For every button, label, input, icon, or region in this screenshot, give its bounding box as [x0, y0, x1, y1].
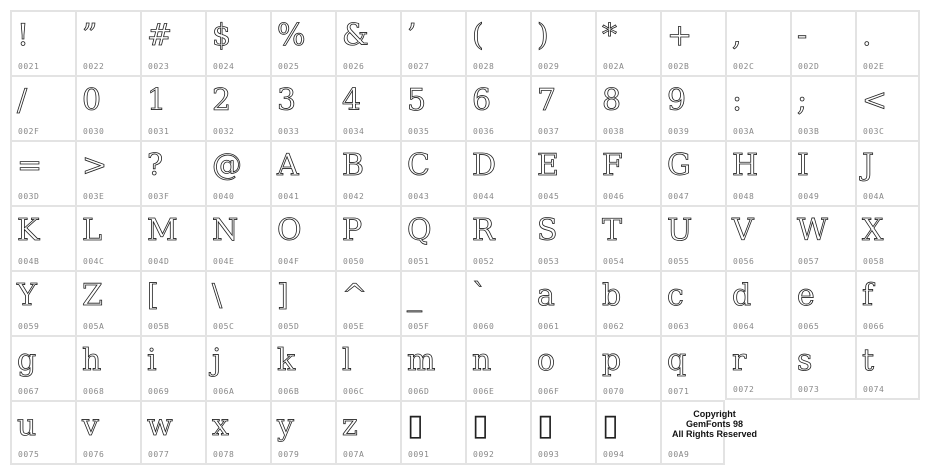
glyph-row	[10, 400, 920, 465]
glyph-code-label: 0028	[473, 62, 495, 71]
glyph-sample: S	[537, 213, 558, 248]
glyph-sample: T	[602, 213, 623, 248]
glyph-cell-002E	[855, 10, 920, 75]
glyph-sample: @	[212, 148, 242, 183]
glyph-sample: m	[407, 343, 436, 378]
glyph-sample: 1	[147, 83, 167, 118]
glyph-sample: Z	[82, 278, 103, 313]
glyph-code-label: 0068	[83, 387, 105, 396]
glyph-cell-0027	[400, 10, 465, 75]
glyph-sample: r	[732, 343, 747, 378]
glyph-sample: )	[537, 18, 549, 53]
glyph-cell-0075	[10, 400, 75, 465]
glyph-code-label: 004A	[863, 192, 885, 201]
glyph-cell-0028	[465, 10, 530, 75]
glyph-sample: *	[602, 18, 617, 53]
glyph-code-label: 003C	[863, 127, 885, 136]
glyph-cell-0041	[270, 140, 335, 205]
glyph-code-label: 0039	[668, 127, 690, 136]
glyph-code-label: 003E	[83, 192, 105, 201]
glyph-sample: H	[732, 148, 759, 183]
glyph-cell-0022	[75, 10, 140, 75]
glyph-sample: q	[667, 343, 687, 378]
glyph-row	[10, 75, 920, 140]
glyph-code-label: 004B	[18, 257, 40, 266]
glyph-cell-0058	[855, 205, 920, 270]
glyph-code-label: 0045	[538, 192, 560, 201]
glyph-sample: x	[212, 408, 229, 443]
glyph-sample: B	[342, 148, 365, 183]
glyph-cell-0046	[595, 140, 660, 205]
glyph-cell-0021	[10, 10, 75, 75]
glyph-cell-0051	[400, 205, 465, 270]
glyph-sample: .	[862, 18, 872, 53]
glyph-sample: ]	[277, 278, 289, 313]
glyph-sample: _	[407, 278, 422, 313]
glyph-sample: t	[862, 343, 875, 378]
glyph-sample: i	[147, 343, 157, 378]
glyph-code-label: 0030	[83, 127, 105, 136]
glyph-cell-0077	[140, 400, 205, 465]
glyph-sample: l	[342, 343, 352, 378]
glyph-sample: F	[602, 148, 623, 183]
glyph-cell-002D	[790, 10, 855, 75]
glyph-code-label: 005E	[343, 322, 365, 331]
glyph-cell-0070	[595, 335, 660, 400]
glyph-cell-0056	[725, 205, 790, 270]
glyph-code-label: 0058	[863, 257, 885, 266]
glyph-code-label: 0036	[473, 127, 495, 136]
glyph-cell-0061	[530, 270, 595, 335]
glyph-sample: A	[277, 148, 299, 183]
glyph-cell-0038	[595, 75, 660, 140]
glyph-cell-005F	[400, 270, 465, 335]
glyph-sample: ▯	[407, 408, 424, 443]
glyph-cell-0079	[270, 400, 335, 465]
glyph-sample: w	[147, 408, 173, 443]
glyph-sample: !	[17, 18, 30, 53]
glyph-cell-003D	[10, 140, 75, 205]
glyph-sample: g	[17, 343, 37, 378]
glyph-code-label: 003F	[148, 192, 170, 201]
glyph-cell-0055	[660, 205, 725, 270]
glyph-code-label: 0022	[83, 62, 105, 71]
glyph-cell-0031	[140, 75, 205, 140]
glyph-cell-0052	[465, 205, 530, 270]
glyph-sample: `	[472, 278, 487, 313]
glyph-sample: h	[82, 343, 102, 378]
glyph-sample: :	[732, 83, 743, 118]
glyph-code-label: 0075	[18, 450, 40, 459]
glyph-sample: (	[472, 18, 484, 53]
glyph-code-label: 0041	[278, 192, 300, 201]
glyph-sample: a	[537, 278, 555, 313]
glyph-cell-0037	[530, 75, 595, 140]
glyph-code-label: 003D	[18, 192, 40, 201]
glyph-sample: D	[472, 148, 497, 183]
glyph-cell-006E	[465, 335, 530, 400]
glyph-sample: ,	[732, 18, 742, 53]
glyph-cell-0042	[335, 140, 400, 205]
glyph-cell-0049	[790, 140, 855, 205]
glyph-cell-0073	[790, 335, 855, 400]
glyph-code-label: 0024	[213, 62, 235, 71]
glyph-code-label: 0051	[408, 257, 430, 266]
glyph-code-label: 006D	[408, 387, 430, 396]
glyph-code-label: 0053	[538, 257, 560, 266]
glyph-sample: I	[797, 148, 809, 183]
glyph-cell-0071	[660, 335, 725, 400]
glyph-code-label: 0043	[408, 192, 430, 201]
glyph-cell-005A	[75, 270, 140, 335]
glyph-code-label: 0055	[668, 257, 690, 266]
glyph-cell-002B	[660, 10, 725, 75]
glyph-cell-0062	[595, 270, 660, 335]
glyph-code-label: 0062	[603, 322, 625, 331]
glyph-code-label: 002E	[863, 62, 885, 71]
glyph-cell-006B	[270, 335, 335, 400]
glyph-cell-0030	[75, 75, 140, 140]
glyph-cell-0078	[205, 400, 270, 465]
glyph-cell-0034	[335, 75, 400, 140]
glyph-code-label: 0064	[733, 322, 755, 331]
glyph-code-label: 0048	[733, 192, 755, 201]
glyph-code-label: 0038	[603, 127, 625, 136]
glyph-code-label: 0079	[278, 450, 300, 459]
glyph-cell-0053	[530, 205, 595, 270]
glyph-cell-0074	[855, 335, 920, 400]
glyph-sample: ^	[342, 278, 368, 313]
glyph-sample: e	[797, 278, 815, 313]
glyph-code-label: 005D	[278, 322, 300, 331]
glyph-code-label: 006C	[343, 387, 365, 396]
glyph-sample: ▯	[537, 408, 554, 443]
glyph-cell-004C	[75, 205, 140, 270]
glyph-sample: U	[667, 213, 693, 248]
glyph-code-label: 006F	[538, 387, 560, 396]
glyph-code-label: 0056	[733, 257, 755, 266]
glyph-cell-0092	[465, 400, 530, 465]
glyph-code-label: 004E	[213, 257, 235, 266]
glyph-grid	[10, 10, 920, 465]
glyph-cell-0094	[595, 400, 660, 465]
glyph-cell-005E	[335, 270, 400, 335]
glyph-code-label: 0069	[148, 387, 170, 396]
glyph-cell-006F	[530, 335, 595, 400]
glyph-row	[10, 205, 920, 270]
glyph-code-label: 0037	[538, 127, 560, 136]
glyph-sample: o	[537, 343, 556, 378]
glyph-code-label: 0033	[278, 127, 300, 136]
glyph-code-label: 0076	[83, 450, 105, 459]
copyright-line: GemFonts 98	[685, 419, 743, 429]
glyph-code-label: 0063	[668, 322, 690, 331]
glyph-code-label: 0060	[473, 322, 495, 331]
glyph-code-label: 005A	[83, 322, 105, 331]
glyph-cell-003A	[725, 75, 790, 140]
glyph-cell-006C	[335, 335, 400, 400]
glyph-cell-003F	[140, 140, 205, 205]
glyph-sample: [	[147, 278, 159, 313]
glyph-code-label: 0023	[148, 62, 170, 71]
glyph-sample: f	[862, 278, 874, 313]
glyph-code-label: 0052	[473, 257, 495, 266]
glyph-sample: ”	[82, 18, 98, 53]
glyph-code-label: 005B	[148, 322, 170, 331]
glyph-code-label: 004C	[83, 257, 105, 266]
glyph-code-label: 0091	[408, 450, 430, 459]
glyph-sample: W	[797, 213, 828, 248]
glyph-cell-005B	[140, 270, 205, 335]
glyph-code-label: 0073	[798, 385, 820, 394]
glyph-cell-003B	[790, 75, 855, 140]
glyph-sample: j	[212, 343, 222, 378]
glyph-code-label: 0065	[798, 322, 820, 331]
glyph-sample: b	[602, 278, 622, 313]
glyph-sample: c	[667, 278, 684, 313]
glyph-code-label: 002D	[798, 62, 820, 71]
glyph-sample: ;	[797, 83, 808, 118]
glyph-cell-003E	[75, 140, 140, 205]
glyph-sample: R	[472, 213, 495, 248]
glyph-code-label: 0027	[408, 62, 430, 71]
glyph-cell-0050	[335, 205, 400, 270]
glyph-sample: J	[862, 148, 875, 183]
glyph-sample: v	[82, 408, 99, 443]
glyph-sample: &	[342, 18, 369, 53]
glyph-cell-004F	[270, 205, 335, 270]
glyph-code-label: 0021	[18, 62, 40, 71]
glyph-sample: u	[17, 408, 37, 443]
glyph-cell-002F	[10, 75, 75, 140]
glyph-code-label: 0046	[603, 192, 625, 201]
glyph-row	[10, 270, 920, 335]
glyph-cell-006D	[400, 335, 465, 400]
glyph-code-label: 0026	[343, 62, 365, 71]
glyph-code-label: 0074	[863, 385, 885, 394]
glyph-code-label: 0040	[213, 192, 235, 201]
glyph-sample: X	[862, 213, 884, 248]
glyph-code-label: 00A9	[668, 450, 690, 459]
glyph-cell-004B	[10, 205, 75, 270]
glyph-cell-0093	[530, 400, 595, 465]
glyph-sample: 6	[472, 83, 492, 118]
glyph-sample: O	[277, 213, 302, 248]
glyph-sample: G	[667, 148, 691, 183]
glyph-sample: /	[17, 83, 28, 118]
glyph-cell-0036	[465, 75, 530, 140]
glyph-cell-006A	[205, 335, 270, 400]
copyright-line: Copyright	[693, 409, 736, 419]
glyph-cell-004D	[140, 205, 205, 270]
glyph-sample: K	[17, 213, 40, 248]
glyph-cell-0025	[270, 10, 335, 75]
glyph-code-label: 0025	[278, 62, 300, 71]
glyph-cell-004E	[205, 205, 270, 270]
glyph-code-label: 002C	[733, 62, 755, 71]
glyph-code-label: 003A	[733, 127, 755, 136]
glyph-cell-0063	[660, 270, 725, 335]
glyph-code-label: 003B	[798, 127, 820, 136]
glyph-sample: =	[17, 148, 43, 183]
glyph-cell-0048	[725, 140, 790, 205]
glyph-code-label: 0047	[668, 192, 690, 201]
glyph-cell-0044	[465, 140, 530, 205]
glyph-cell-005C	[205, 270, 270, 335]
glyph-sample: N	[212, 213, 239, 248]
glyph-sample: ▯	[472, 408, 489, 443]
glyph-code-label: 002A	[603, 62, 625, 71]
glyph-cell-0032	[205, 75, 270, 140]
glyph-code-label: 0049	[798, 192, 820, 201]
glyph-sample: M	[147, 213, 178, 248]
glyph-cell-0023	[140, 10, 205, 75]
glyph-sample: \	[212, 278, 223, 313]
glyph-sample: E	[537, 148, 559, 183]
glyph-code-label: 005F	[408, 322, 430, 331]
copyright-text	[662, 409, 767, 439]
glyph-sample: 9	[667, 83, 687, 118]
glyph-code-label: 0078	[213, 450, 235, 459]
glyph-cell-0068	[75, 335, 140, 400]
glyph-sample: 8	[602, 83, 622, 118]
glyph-code-label: 006A	[213, 387, 235, 396]
glyph-sample: d	[732, 278, 752, 313]
glyph-sample: L	[82, 213, 102, 248]
glyph-cell-0091	[400, 400, 465, 465]
glyph-cell-0076	[75, 400, 140, 465]
glyph-cell-0040	[205, 140, 270, 205]
glyph-code-label: 0067	[18, 387, 40, 396]
glyph-sample: <	[862, 83, 888, 118]
glyph-cell-0065	[790, 270, 855, 335]
glyph-sample: 4	[342, 83, 362, 118]
glyph-cell-0043	[400, 140, 465, 205]
glyph-cell-0047	[660, 140, 725, 205]
glyph-cell-0057	[790, 205, 855, 270]
glyph-code-label: 0066	[863, 322, 885, 331]
glyph-code-label: 006B	[278, 387, 300, 396]
glyph-sample: 2	[212, 83, 232, 118]
glyph-sample: 7	[537, 83, 557, 118]
glyph-code-label: 004F	[278, 257, 300, 266]
glyph-code-label: 0061	[538, 322, 560, 331]
glyph-cell-0066	[855, 270, 920, 335]
glyph-sample: ’	[407, 18, 417, 53]
glyph-sample: y	[277, 408, 294, 443]
copyright-line: All Rights Reserved	[671, 429, 758, 439]
glyph-cell-002C	[725, 10, 790, 75]
glyph-code-label: 0077	[148, 450, 170, 459]
glyph-code-label: 006E	[473, 387, 495, 396]
glyph-sample: k	[277, 343, 296, 378]
glyph-sample: P	[342, 213, 363, 248]
glyph-sample: ?	[147, 148, 164, 183]
glyph-cell-005D	[270, 270, 335, 335]
glyph-code-label: 007A	[343, 450, 365, 459]
glyph-cell-0059	[10, 270, 75, 335]
glyph-cell-0045	[530, 140, 595, 205]
glyph-code-label: 004D	[148, 257, 170, 266]
glyph-code-label: 0057	[798, 257, 820, 266]
glyph-sample: n	[472, 343, 492, 378]
glyph-cell-002A	[595, 10, 660, 75]
glyph-code-label: 0071	[668, 387, 690, 396]
glyph-cell-0054	[595, 205, 660, 270]
glyph-sample: C	[407, 148, 430, 183]
glyph-sample: >	[82, 148, 108, 183]
glyph-sample: p	[602, 343, 622, 378]
glyph-cell-0033	[270, 75, 335, 140]
glyph-sample: Y	[17, 278, 37, 313]
glyph-code-label: 0070	[603, 387, 625, 396]
glyph-sample: %	[277, 18, 306, 53]
glyph-row	[10, 335, 920, 400]
glyph-code-label: 0050	[343, 257, 365, 266]
glyph-sample: ▯	[602, 408, 619, 443]
glyph-code-label: 0031	[148, 127, 170, 136]
glyph-code-label: 0034	[343, 127, 365, 136]
glyph-sample: Q	[407, 213, 432, 248]
glyph-code-label: 0044	[473, 192, 495, 201]
glyph-sample: z	[342, 408, 358, 443]
glyph-sample: s	[797, 343, 813, 378]
glyph-code-label: 0035	[408, 127, 430, 136]
glyph-cell-0024	[205, 10, 270, 75]
glyph-sample: +	[667, 18, 693, 53]
glyph-code-label: 0094	[603, 450, 625, 459]
glyph-cell-0060	[465, 270, 530, 335]
glyph-code-label: 0072	[733, 385, 755, 394]
glyph-sample: 3	[277, 83, 297, 118]
glyph-row	[10, 10, 920, 75]
glyph-cell-007A	[335, 400, 400, 465]
glyph-code-label: 005C	[213, 322, 235, 331]
glyph-cell-004A	[855, 140, 920, 205]
glyph-cell-0064	[725, 270, 790, 335]
glyph-sample: V	[732, 213, 754, 248]
glyph-cell-003C	[855, 75, 920, 140]
glyph-sample: $	[212, 18, 232, 53]
glyph-code-label: 0059	[18, 322, 40, 331]
glyph-sample: 5	[407, 83, 427, 118]
glyph-cell-0039	[660, 75, 725, 140]
glyph-code-label: 0042	[343, 192, 365, 201]
glyph-cell-00A9	[660, 400, 758, 465]
glyph-code-label: 0092	[473, 450, 495, 459]
glyph-cell-0029	[530, 10, 595, 75]
glyph-sample: -	[797, 18, 808, 53]
glyph-code-label: 0032	[213, 127, 235, 136]
glyph-cell-0072	[725, 335, 790, 400]
glyph-cell-0026	[335, 10, 400, 75]
glyph-row	[10, 140, 920, 205]
glyph-code-label: 002B	[668, 62, 690, 71]
glyph-code-label: 0093	[538, 450, 560, 459]
glyph-cell-0067	[10, 335, 75, 400]
glyph-sample: #	[147, 18, 173, 53]
glyph-code-label: 0029	[538, 62, 560, 71]
glyph-code-label: 0054	[603, 257, 625, 266]
glyph-code-label: 002F	[18, 127, 40, 136]
glyph-cell-0069	[140, 335, 205, 400]
glyph-sample: 0	[82, 83, 102, 118]
glyph-cell-0035	[400, 75, 465, 140]
